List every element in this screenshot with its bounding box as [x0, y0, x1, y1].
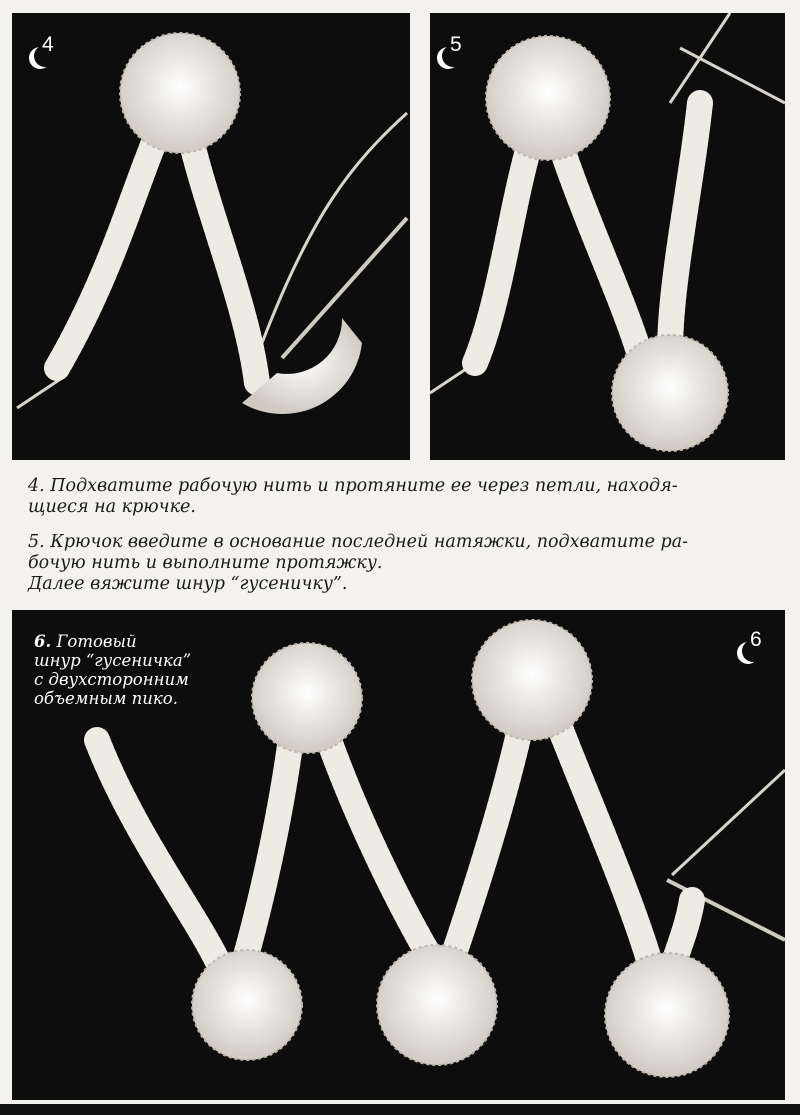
caption-number: 5.: [28, 532, 45, 552]
photo-step-6: [12, 610, 785, 1100]
photo-step-5: [430, 13, 785, 460]
caption-line: Далее вяжите шнур “гусеничку”.: [28, 574, 348, 594]
caption-text: Подхватите рабочую нить и протяните ее через петли, находя-: [50, 476, 678, 496]
caption-step-5: [28, 532, 780, 595]
photo-step-number: 6: [750, 628, 762, 651]
caption-line: [28, 476, 780, 497]
photo-step-number: 4: [42, 33, 54, 56]
caption-line: с двухсторонним: [34, 670, 189, 689]
caption-text: Готовый: [56, 632, 137, 651]
caption-text: Крючок введите в основание последней натяжки, подхватите ра-: [50, 532, 689, 552]
caption-line: шнур “гусеничка”: [34, 651, 192, 670]
caption-step-4: [28, 476, 780, 518]
caption-line: [34, 632, 244, 651]
bottom-divider: [0, 1104, 800, 1115]
overlay-caption-step-6: [34, 632, 244, 708]
photo-step-4: [12, 13, 410, 460]
caption-line: [28, 532, 780, 553]
caption-line: бочую нить и выполните протяжку.: [28, 553, 383, 573]
caption-number: 4.: [28, 476, 45, 496]
caption-line: объемным пико.: [34, 689, 178, 708]
caption-number: 6.: [34, 632, 52, 651]
crochet-illustration-step-4: [12, 13, 410, 460]
caption-line: щиеся на крючке.: [28, 497, 196, 517]
photo-step-number: 5: [450, 33, 462, 56]
crochet-illustration-step-5: [430, 13, 785, 460]
